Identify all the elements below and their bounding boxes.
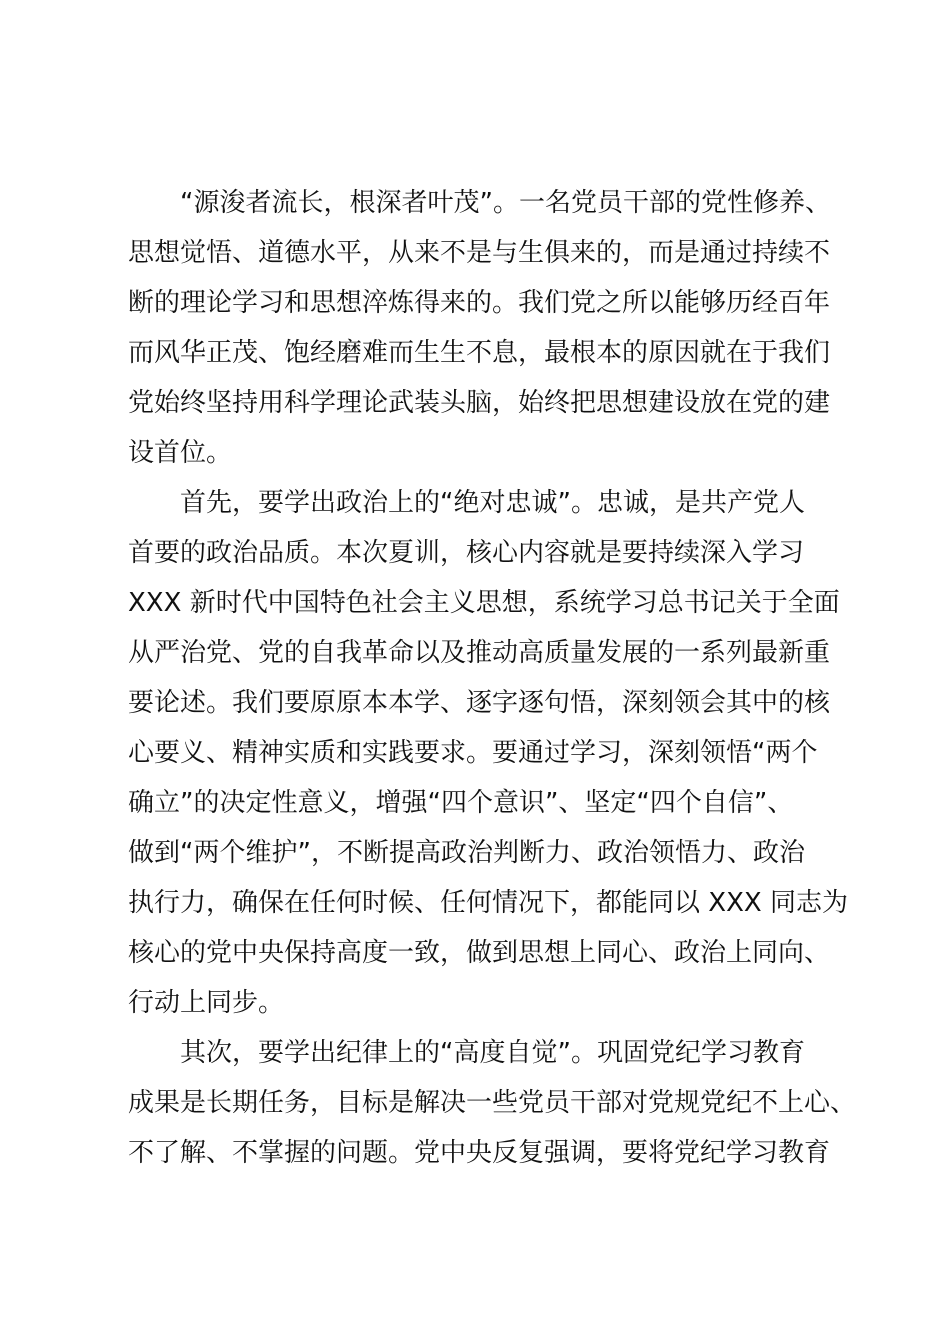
paragraph-line: 行动上同步。: [128, 988, 285, 1018]
paragraph-1: [128, 178, 831, 478]
paragraph-line: 首先，要学出政治上的“绝对忠诚”。忠诚，是共产党人: [180, 488, 805, 518]
paragraph-line: 断的理论学习和思想淬炼得来的。我们党之所以能够历经百年: [128, 288, 831, 318]
paragraph-line: 设首位。: [128, 438, 233, 468]
paragraph-line: 不了解、不掌握的问题。党中央反复强调，要将党纪学习教育: [128, 1138, 831, 1168]
paragraph-line: “源浚者流长，根深者叶茂”。一名党员干部的党性修养、: [180, 188, 831, 218]
paragraph-line: 执行力，确保在任何时候、任何情况下，都能同以 XXX 同志为: [128, 888, 848, 918]
paragraph-line: 核心的党中央保持高度一致，做到思想上同心、政治上同向、: [128, 938, 831, 968]
paragraph-line: 党始终坚持用科学理论武装头脑，始终把思想建设放在党的建: [128, 388, 831, 418]
paragraph-2: [128, 478, 848, 1028]
paragraph-line: 心要义、精神实质和实践要求。要通过学习，深刻领悟“两个: [128, 738, 818, 768]
paragraph-line: 思想觉悟、道德水平，从来不是与生俱来的，而是通过持续不: [128, 238, 831, 268]
paragraph-3: [128, 1028, 857, 1178]
document-body: [128, 178, 857, 1178]
paragraph-line: 确立”的决定性意义，增强“四个意识”、坚定“四个自信”、: [128, 788, 794, 818]
paragraph-line: 要论述。我们要原原本本学、逐字逐句悟，深刻领会其中的核: [128, 688, 831, 718]
paragraph-line: 做到“两个维护”，不断提高政治判断力、政治领悟力、政治: [128, 838, 805, 868]
paragraph-line: 成果是长期任务，目标是解决一些党员干部对党规党纪不上心、: [128, 1088, 857, 1118]
paragraph-line: 首要的政治品质。本次夏训，核心内容就是要持续深入学习: [128, 538, 805, 568]
paragraph-line: 从严治党、党的自我革命以及推动高质量发展的一系列最新重: [128, 638, 831, 668]
paragraph-line: 而风华正茂、饱经磨难而生生不息，最根本的原因就在于我们: [128, 338, 831, 368]
paragraph-line: 其次，要学出纪律上的“高度自觉”。巩固党纪学习教育: [180, 1038, 805, 1068]
paragraph-line: XXX 新时代中国特色社会主义思想，系统学习总书记关于全面: [128, 588, 840, 618]
